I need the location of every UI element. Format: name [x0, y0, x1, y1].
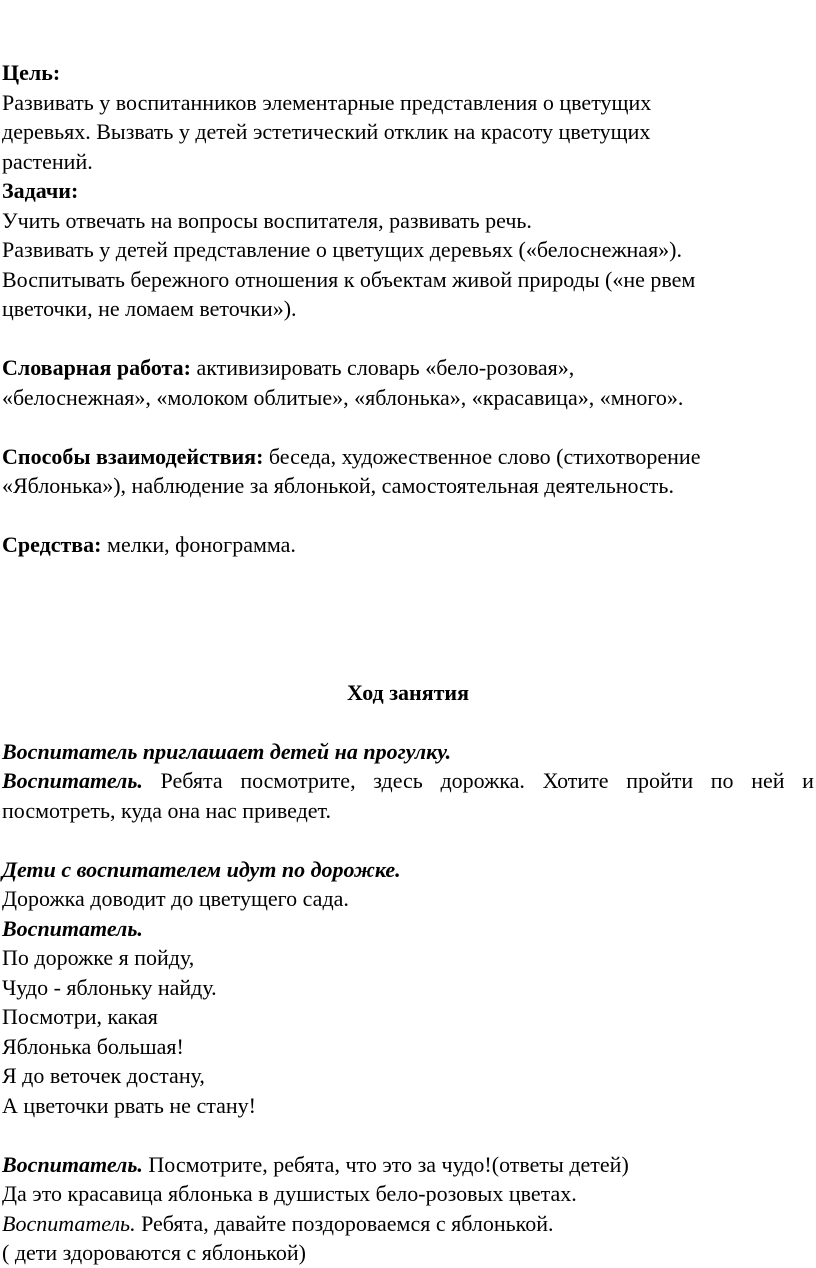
methods-line-1 [0, 442, 816, 472]
spacer [0, 825, 816, 855]
word: Хотите [542, 768, 609, 793]
vocabulary-line-2: «белоснежная», «молоком облитые», «яблонька», «красавица», «много». [2, 384, 684, 410]
poem-line-2: Чудо - яблоньку найду. [2, 974, 217, 1000]
spacer [0, 648, 816, 678]
poem-line-3: Посмотри, какая [2, 1004, 158, 1029]
tasks-line-3: Воспитывать бережного отношения к объектам живой природы («не рвем [2, 266, 696, 292]
word: дорожка. [440, 768, 525, 793]
means-line [0, 530, 816, 560]
spacer [0, 324, 816, 354]
stage-2-text: Дорожка доводит до цветущего сада. [2, 886, 349, 911]
teacher-3-text: Ребята, давайте поздороваемся с яблонькой. [135, 1210, 554, 1236]
vocabulary-line-1 [0, 353, 816, 383]
teacher-line-1 [0, 766, 816, 796]
word: посмотрите, [240, 768, 356, 793]
stage-1-direction: Воспитатель приглашает детей на прогулку. [2, 738, 452, 764]
means-text: мелки, фонограмма. [101, 532, 296, 557]
spacer [0, 707, 816, 737]
teacher-2-line [0, 1150, 816, 1180]
tasks-line-1: Учить отвечать на вопросы воспитателя, развивать речь. [2, 207, 532, 233]
teacher-3-line [0, 1209, 816, 1239]
word: и [802, 768, 814, 793]
tasks-heading: Задачи: [2, 178, 79, 203]
word: здесь [373, 768, 423, 793]
document-page [0, 58, 816, 1268]
poem-line-4: Яблонька большая! [2, 1033, 184, 1059]
methods-text-1: беседа, художественное слово (стихотворение [263, 443, 701, 469]
teacher-label: Воспитатель. [2, 768, 143, 793]
methods-label: Способы взаимодействия: [2, 443, 264, 469]
teacher-2-text: Посмотрите, ребята, что это за чудо!(ответы детей) [142, 1151, 629, 1177]
methods-line-2: «Яблонька»), наблюдение за яблонькой, самостоятельная деятельность. [2, 473, 674, 498]
spacer [0, 560, 816, 590]
spacer [0, 589, 816, 619]
spacer [0, 1120, 816, 1150]
means-label: Средства: [2, 532, 102, 557]
poem-speaker: Воспитатель. [2, 915, 143, 941]
lesson-title: Ход занятия [346, 679, 469, 705]
children-action: ( дети здороваются с яблонькой) [2, 1240, 306, 1265]
tasks-line-4: цветочки, не ломаем веточки»). [2, 296, 297, 321]
tasks-line-2: Развивать у детей представление о цветущих деревьях («белоснежная»). [2, 237, 683, 262]
word: пройти [626, 768, 694, 793]
goal-line-3: растений. [2, 148, 93, 174]
spacer [0, 412, 816, 442]
teacher-2-label: Воспитатель. [2, 1151, 143, 1177]
goal-line-1: Развивать у воспитанников элементарные представления о цветущих [2, 89, 652, 115]
teacher-line-2: посмотреть, куда она нас приведет. [2, 797, 332, 823]
spacer [0, 501, 816, 531]
teacher-3-label: Воспитатель. [2, 1210, 136, 1236]
poem-line-5: Я до веточек достану, [2, 1063, 205, 1088]
poem-line-1: По дорожке я пойду, [2, 945, 195, 970]
goal-heading: Цель: [2, 60, 61, 85]
word: по [710, 768, 734, 793]
spacer [0, 619, 816, 649]
goal-line-2: деревьях. Вызвать у детей эстетический отклик на красоту цветущих [2, 119, 651, 144]
word: ней [751, 768, 785, 793]
word: Ребята [160, 768, 223, 793]
vocabulary-label: Словарная работа: [2, 355, 191, 380]
vocabulary-text-1: активизировать словарь «бело-розовая», [190, 355, 575, 380]
poem-line-6: А цветочки рвать не стану! [2, 1092, 256, 1118]
line-after: Да это красавица яблонька в душистых бело-розовых цветах. [2, 1181, 577, 1206]
stage-2-direction: Дети с воспитателем идут по дорожке. [2, 856, 401, 882]
